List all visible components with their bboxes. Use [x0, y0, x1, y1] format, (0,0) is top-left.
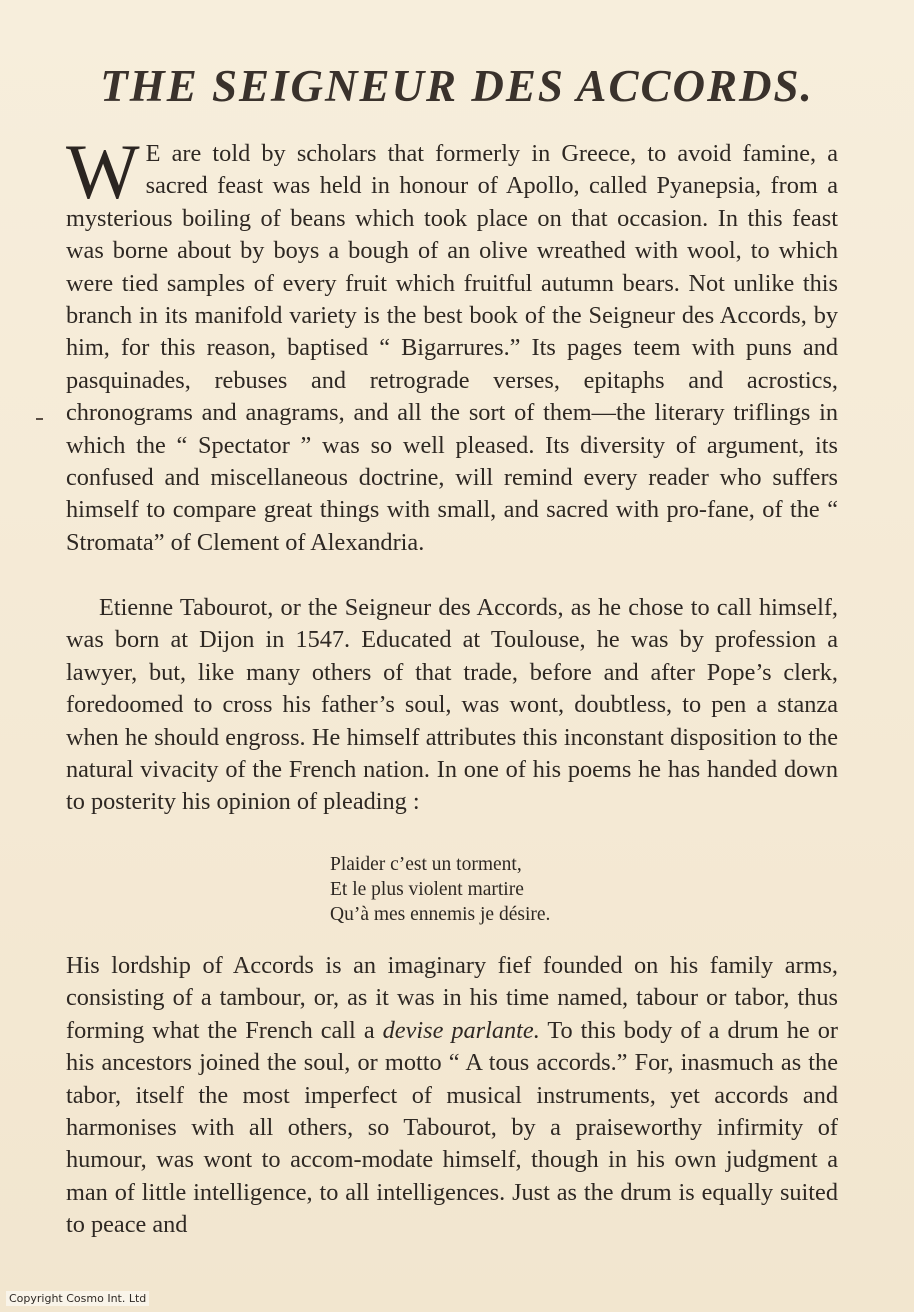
paragraph-3-text-a: His lordship of Accords is an imaginary fief founded on his family arms, consisting of a tambour, or, as it was in his time named, tabour or tabor, thus forming what the French call a	[66, 952, 838, 1044]
page-title: THE SEIGNEUR DES ACCORDS.	[100, 61, 814, 111]
paragraph-2: Etienne Tabourot, or the Seigneur des Accords, as he chose to call himself, was born at Dijon in 1547. Educated at Toulouse, he was by profession a lawyer, but, like many others of that trade, before and after Pope’s clerk, foredoomed to cross his father’s soul, was wont, doubtless, to pen a stanza when he should engross. He himself attributes this inconstant disposition to the natural vivacity of the French nation. In one of his poems he has handed down to posterity his opinion of pleading :	[66, 594, 838, 816]
paragraph-3	[66, 950, 838, 1242]
paragraph-1	[66, 128, 838, 559]
paragraph-1-text: E are told by scholars that formerly in Greece, to avoid famine, a sacred feast was held in honour of Apollo, called Pyanepsia, from a mysterious boiling of beans which took place on that occasion. In this feast was borne about by boys a bough of an olive wreathed with wool, to which were tied samples of every fruit which fruitful autumn bears. Not unlike this branch in its manifold variety is the best book of the Seigneur des Accords, by him, for this reason, baptised “ Bigarrures.” Its pages teem with puns and pasquinades, rebuses and retrograde verses, epitaphs and acrostics, chronograms and anagrams, and all the sort of them—the literary triflings in which the “ Spectator ” was so well pleased. Its diversity of argument, its confused and miscellaneous doctrine, will remind every reader who suffers himself to compare great things with small, and sacred with pro-fane, of the “ Stromata” of Clement of Alexandria.	[66, 140, 838, 556]
verse-line: Qu’à mes ennemis je désire.	[330, 904, 551, 925]
paragraph-3-text-b: To this body of a drum he or his ancestors joined the soul, or motto “ A tous accords.” For, inasmuch as the tabor, itself the most imperfect of musical instruments, yet accords and harmonises with all others, so Tabourot, by a praiseworthy infirmity of humour, was wont to accom-modate himself, though in his own judgment a man of little intelligence, to all intelligences. Just as the drum is equally suited to peace and	[66, 1016, 838, 1239]
drop-cap: W	[66, 128, 140, 215]
verse-quote	[330, 852, 550, 927]
verse-line: Et le plus violent martire	[330, 879, 524, 900]
verse-line: Plaider c’est un torment,	[330, 854, 522, 875]
copyright-watermark: Copyright Cosmo Int. Ltd	[6, 1291, 149, 1306]
margin-mark	[36, 418, 43, 420]
paragraph-3-italic: devise parlante.	[382, 1016, 540, 1044]
